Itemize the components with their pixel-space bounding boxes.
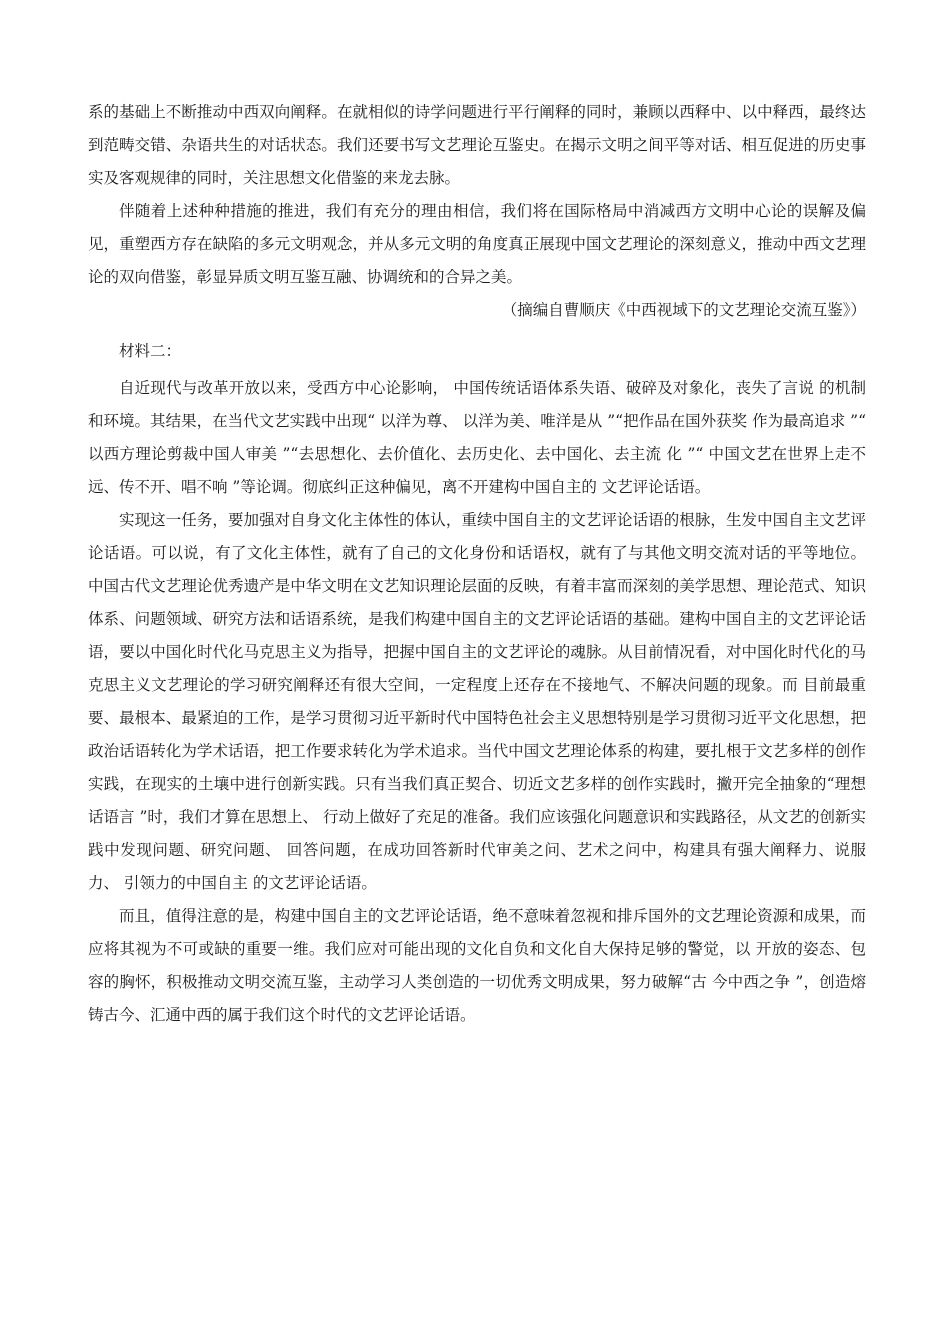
material2-paragraph-2: 实现这一任务，要加强对自身文化主体性的体认，重续中国自主的文艺评论话语的根脉，生发中国自主文艺评论话语。可以说，有了文化主体性，就有了自己的文化身份和话语权，就有了与其他文明交流对话的平等地位。 中国古代文艺理论优秀遗产是中华文明在文艺知识理论层面的反映，有着丰富而深刻的美学思想、理论范式、知识体系、问题领域、研究方法和话语系统，是我们构建中国自主的文艺评论话语的基础。建构中国自主的文艺评论话语，要以中国化时代化马克思主义为指导，把握中国自主的文艺评论的魂脉。从目前情况看，对中国化时代化的马克思主义文艺理论的学习研究阐释还有很大空间，一定程度上还存在不接地气、不解决问题的现象。而 目前最重要、最根本、最紧迫的工作，是学习贯彻习近平新时代中国特色社会主义思想特别是学习贯彻习近平文化思想，把政治话语转化为学术话语，把工作要求转化为学术追求。当代中国文艺理论体系的构建，要扎根于文艺多样的创作实践，在现实的土壤中进行创新实践。只有当我们真正契合、切近文艺多样的创作实践时，撇开完全抽象的“理想话语言 ”时，我们才算在思想上、 行动上做好了充足的准备。我们应该强化问题意识和实践路径，从文艺的创新实践中发现问题、研究问题、 回答问题，在成功回答新时代审美之问、艺术之问中，构建具有强大阐释力、说服力、 引领力的中国自主 的文艺评论话语。 [88,511,866,892]
material2-paragraph-1: 自近现代与改革开放以来，受西方中心论影响， 中国传统话语体系失语、破碎及对象化，丧失了言说 的机制和环境。其结果，在当代文艺实践中出现“ 以洋为尊、 以洋为美、唯洋是从 ”“把作品在国外获奖 作为最高追求 ”“ 以西方理论剪裁中国人审美 ”“去思想化、去价值化、去历史化、去中国化、去主流 化 ”“ 中国文艺在世界上走不远、传不开、唱不响 ”等论调。彻底纠正这种偏见，离不开建构中国自主的 文艺评论话语。 [88,379,866,496]
material1-conclusion-paragraph: 伴随着上述种种措施的推进，我们有充分的理由相信，我们将在国际格局中消减西方文明中心论的误解及偏见，重塑西方存在缺陷的多元文明观念，并从多元文明的角度真正展现中国文艺理论的深刻意义，推动中西文艺理论的双向借鉴，彰显异质文明互鉴互融、协调统和的合异之美。 [88,202,866,286]
material2-paragraph-3: 而且，值得注意的是，构建中国自主的文艺评论话语，绝不意味着忽视和排斥国外的文艺理论资源和成果，而应将其视为不可或缺的重要一维。我们应对可能出现的文化自负和文化自大保持足够的警觉，以 开放的姿态、包容的胸怀，积极推动文明交流互鉴，主动学习人类创造的一切优秀文明成果，努力破解“古 今中西之争 ”，创造熔铸古今、汇通中西的属于我们这个时代的文艺评论话语。 [88,907,866,1024]
material2-heading: 材料二： [119,342,182,360]
material1-continued-paragraph: 系的基础上不断推动中西双向阐释。在就相似的诗学问题进行平行阐释的同时，兼顾以西释中、以中释西，最终达到范畴交错、杂语共生的对话状态。我们还要书写文艺理论互鉴史。在揭示文明之间平等对话、相互促进的历史事实及客观规律的同时，关注思想文化借鉴的来龙去脉。 [88,103,866,187]
material1-source-citation: （摘编自曹顺庆《中西视域下的文艺理论交流互鉴》） [501,301,866,319]
